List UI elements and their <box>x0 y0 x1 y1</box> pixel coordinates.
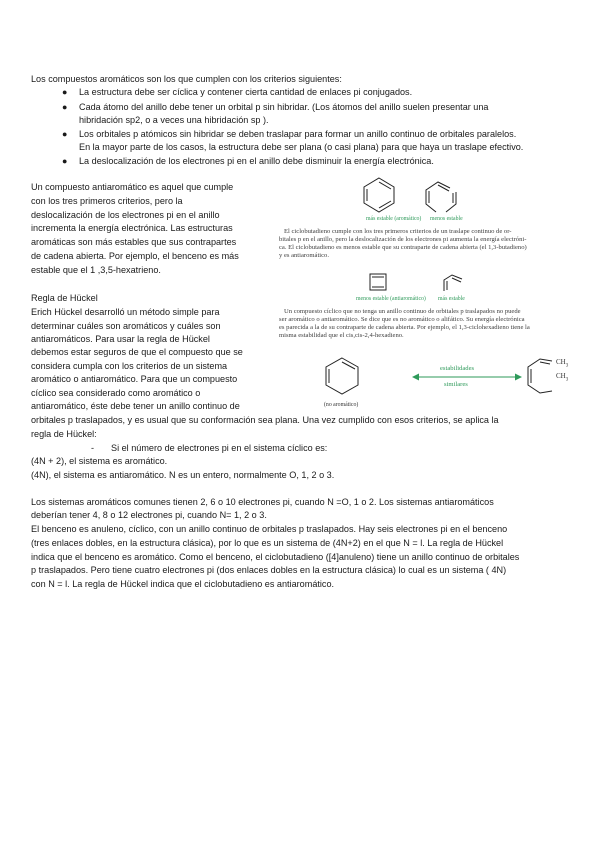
rule-dash: - <box>91 443 95 453</box>
rule-condition: Si el número de electrones pi en el sistema cíclico es: <box>111 443 328 453</box>
huckel-full-line: regla de Hückel: <box>31 429 97 439</box>
huckel-full-line: orbitales p traslapados, y es usual que su conformación sea plana. Una vez cumplido con esos criterios, se aplica la <box>31 415 499 425</box>
criterion-2-line1: Cada átomo del anillo debe tener un orbital p sin hibridar. (Los átomos del anillo suelen presentar una <box>79 102 489 112</box>
label-ch3-top: $CH_3$ <box>556 358 569 369</box>
cyclohexadiene-structure-icon <box>322 356 362 396</box>
caption1-line: y es antiaromático. <box>279 252 329 259</box>
benzene-line: El benceno es anuleno, cíclico, con un anillo continuo de orbitales p traslapados. Hay seis electrones pi en el benceno <box>31 524 508 534</box>
antiaromatic-line: incrementa la energía electrónica. Las estructuras <box>31 223 233 233</box>
label-more-stable: más estable <box>438 296 465 302</box>
label-similar-line2: similares <box>444 381 468 388</box>
bullet: ● <box>62 87 68 97</box>
caption1-line: bitales p en el anillo, pero la deslocalización de los electrones pi aumenta la energía electróni- <box>279 236 527 243</box>
rule-case-antiaromatic: (4N), el sistema es antiaromático. N es un entero, normalmente O, 1, 2 o 3. <box>31 470 335 480</box>
criterion-4: La deslocalización de los electrones pi en el anillo debe disminuir la energía electrónica. <box>79 156 434 166</box>
huckel-line: debemos estar seguros de que el compuesto que se <box>31 347 243 357</box>
caption2-line: misma estabilidad que el cis,cis-2,4-hexadieno. <box>279 332 404 339</box>
common-line: deberían tener 4, 8 o 12 electrones pi, cuando N= 1, 2 o 3. <box>31 510 267 520</box>
huckel-line: aromático o antiaromático. Para que un compuesto <box>31 374 238 384</box>
huckel-line: determinar cuáles son aromáticos y cuáles son <box>31 321 221 331</box>
label-less-stable: menos estable <box>430 216 463 222</box>
label-aromatic: más estable (aromático) <box>366 216 422 222</box>
bullet: ● <box>62 156 68 166</box>
caption1-line: ca. El ciclobutadieno es menos estable que su contraparte de cadena abierta (el 1,3-butadieno) <box>279 244 527 251</box>
antiaromatic-line: deslocalización de los electrones pi en el anillo <box>31 210 220 220</box>
caption2-line: ser aromático o antiaromático. Se dice que es no aromático o alifático. Su energía electrónica <box>279 316 525 323</box>
butadiene-structure-icon <box>440 271 468 293</box>
antiaromatic-line: Un compuesto antiaromático es aquel que cumple <box>31 182 234 192</box>
label-antiaromatic: menos estable (antiaromático) <box>356 296 426 302</box>
huckel-line: considera cumpla con los criterios de un sistema <box>31 361 228 371</box>
huckel-line: antiaromáticos. Para usar la regla de Hückel <box>31 334 210 344</box>
common-line: Los sistemas aromáticos comunes tienen 2, 6 o 10 electrones pi, cuando N =O, 1 o 2. Los sistemas antiaromáticos <box>31 497 494 507</box>
criterion-3-line1: Los orbitales p atómicos sin hibridar se deben traslapar para formar un anillo continuo de orbitales paralelos. <box>79 129 517 139</box>
benzene-line: indica que el benceno es aromático. Como el benceno, el ciclobutadieno ([4]anuleno) tiene un anillo continuo de orbitales <box>31 552 520 562</box>
huckel-heading: Regla de Hückel <box>31 293 98 303</box>
bullet: ● <box>62 129 68 139</box>
benzene-line: (tres enlaces dobles, en la estructura clásica), por lo que es un sistema de (4N+2) en el que N = l. La regla de Hückel <box>31 538 504 548</box>
rule-case-aromatic: (4N + 2), el sistema es aromático. <box>31 456 168 466</box>
benzene-line: p traslapados. Pero tiene cuatro electrones pi (dos enlaces dobles en la estructura clásica) lo cual es un sistema ( 4N) <box>31 565 507 575</box>
huckel-line: Erich Hückel desarrolló un método simple para <box>31 307 220 317</box>
bullet: ● <box>62 102 68 112</box>
antiaromatic-line: con los tres primeros criterios, pero la <box>31 196 183 206</box>
criterion-2-line2: hibridación sp2, o a veces una hibridación sp ). <box>79 115 269 125</box>
caption2-line: es parecida a la de su contraparte de cadena abierta. Por ejemplo, el 1,3-ciclohexadieno tiene la <box>279 324 530 331</box>
huckel-line: antiaromático, éste debe tener un anillo continuo de <box>31 401 240 411</box>
label-nonaromatic: (no aromático) <box>324 402 359 408</box>
criterion-1: La estructura debe ser cíclica y contener cierta cantidad de enlaces pi conjugados. <box>79 87 413 97</box>
hexadiene-structure-icon <box>522 357 556 397</box>
cyclobutadiene-structure-icon <box>368 272 388 292</box>
intro-text: Los compuestos aromáticos son los que cumplen con los criterios siguientes: <box>31 74 342 84</box>
figure-aromaticity <box>272 176 588 426</box>
antiaromatic-line: estable que el 1 ,3,5-hexatrieno. <box>31 265 161 275</box>
benzene-structure-icon <box>360 176 398 214</box>
hexatriene-structure-icon <box>422 178 462 214</box>
criterion-3-line2: En la mayor parte de los casos, la estructura debe ser plana (o casi plana) para que haya un traslape efectivo. <box>79 142 524 152</box>
antiaromatic-line: de cadena abierta. Por ejemplo, el benceno es más <box>31 251 239 261</box>
benzene-line: con N = l. La regla de Hückel indica que el ciclobutadieno es antiaromático. <box>31 579 335 589</box>
antiaromatic-line: aromáticas son más estables que sus contrapartes <box>31 237 237 247</box>
label-ch3-bottom: $CH_3$ <box>556 372 569 383</box>
huckel-line: cíclico sea considerado como aromático o <box>31 388 201 398</box>
caption1-line: El ciclobutadieno cumple con los tres primeros criterios de un traslape continuo de or- <box>284 228 512 235</box>
caption2-line: Un compuesto cíclico que no tenga un anillo continuo de orbitales p traslapados no puede <box>284 308 521 315</box>
label-similar-line1: estabilidades <box>440 365 475 372</box>
